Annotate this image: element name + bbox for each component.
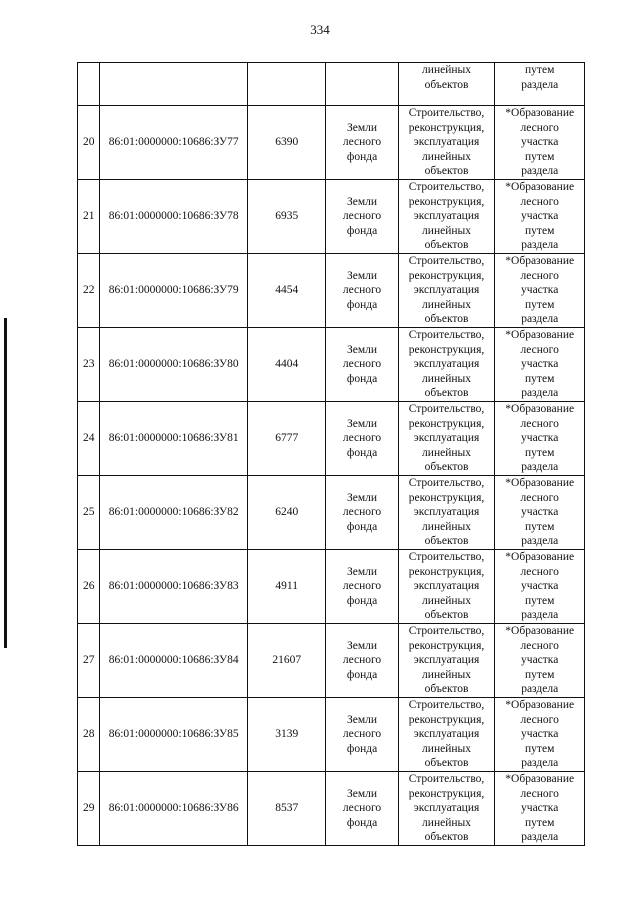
use-line: линейных (422, 64, 471, 76)
note-line: путем (525, 668, 555, 681)
area-value: 4454 (275, 284, 299, 297)
use-line: линейных (422, 816, 471, 829)
row-number: 27 (82, 654, 95, 667)
row-number-cell (78, 328, 100, 402)
category-line: фонда (346, 520, 378, 533)
area-value: 4911 (275, 580, 298, 593)
cadastral-cell (100, 106, 248, 180)
cadastral-cell (100, 254, 248, 328)
note-line: лесного (520, 787, 559, 800)
note-cell (495, 476, 585, 550)
note-line: путем (525, 372, 555, 385)
use-line: эксплуатация (413, 432, 480, 445)
note-line: путем (525, 594, 555, 607)
note-line: путем (525, 446, 555, 459)
note-line: раздела (521, 461, 559, 474)
note-line: путем (525, 150, 555, 163)
area-cell (248, 698, 326, 772)
category-cell (326, 328, 398, 402)
use-line: эксплуатация (413, 284, 480, 297)
note-line: участка (521, 728, 559, 741)
note-line: лесного (520, 639, 559, 652)
use-line: объектов (424, 239, 469, 252)
note-cell (495, 772, 585, 846)
category-line: фонда (346, 298, 378, 311)
row-number: 24 (82, 432, 95, 445)
row-number: 28 (82, 728, 95, 741)
note-line: участка (521, 580, 559, 593)
use-line: объектов (424, 165, 469, 178)
table-row (78, 254, 585, 328)
note-line: раздела (521, 387, 559, 400)
cadastral-number: 86:01:0000000:10686:ЗУ81 (108, 432, 239, 445)
row-number-cell (78, 698, 100, 772)
category-line: лесного (342, 136, 382, 149)
use-line: объектов (424, 757, 469, 770)
category-line: фонда (346, 372, 378, 385)
use-line: объектов (424, 78, 469, 91)
area-value: 3139 (275, 728, 299, 741)
category-line: лесного (342, 358, 382, 371)
use-line: линейных (422, 742, 471, 755)
use-line: эксплуатация (413, 358, 480, 371)
note-line: участка (521, 506, 559, 519)
area-cell (248, 772, 326, 846)
area-value: 6390 (275, 136, 299, 149)
area-value: 8537 (275, 802, 299, 815)
note-line: путем (525, 742, 555, 755)
use-line: объектов (424, 609, 469, 622)
use-line: объектов (424, 683, 469, 696)
note-line: раздела (521, 535, 559, 548)
note-line: участка (521, 136, 559, 149)
area-cell (248, 402, 326, 476)
note-line: *Образование (505, 255, 575, 268)
use-cell (398, 402, 495, 476)
use-line: объектов (424, 387, 469, 400)
note-line: *Образование (505, 625, 575, 638)
category-line: фонда (346, 224, 378, 237)
row-number: 29 (82, 802, 95, 815)
note-line: *Образование (505, 107, 575, 120)
use-line: объектов (424, 831, 469, 844)
area-cell (248, 254, 326, 328)
row-number: 21 (82, 210, 95, 223)
note-cell (495, 328, 585, 402)
use-line: реконструкция, (408, 639, 485, 652)
use-line: Строительство, (408, 625, 485, 638)
land-plots-table (77, 62, 585, 846)
use-cell (398, 772, 495, 846)
cadastral-cell (100, 180, 248, 254)
cadastral-cell (100, 402, 248, 476)
area-value: 6935 (275, 210, 299, 223)
note-line: лесного (520, 343, 559, 356)
cadastral-cell (100, 476, 248, 550)
note-cell (495, 624, 585, 698)
use-line: реконструкция, (408, 491, 485, 504)
cadastral-cell (100, 328, 248, 402)
note-line: *Образование (505, 699, 575, 712)
use-line: линейных (422, 668, 471, 681)
use-line: эксплуатация (413, 802, 480, 815)
use-cell (398, 698, 495, 772)
table-row (78, 698, 585, 772)
category-line: Земли (347, 195, 378, 208)
use-line: линейных (422, 150, 471, 163)
note-cell (495, 550, 585, 624)
category-line: лесного (342, 580, 382, 593)
category-line: фонда (346, 446, 378, 459)
use-line: реконструкция, (408, 713, 485, 726)
note-line: лесного (520, 121, 559, 134)
note-line: *Образование (505, 773, 575, 786)
note-line: *Образование (505, 403, 575, 416)
category-line: фонда (346, 668, 378, 681)
use-line: эксплуатация (413, 210, 480, 223)
area-value: 21607 (272, 654, 302, 667)
note-line: лесного (520, 565, 559, 578)
row-number-cell (78, 550, 100, 624)
use-cell (398, 106, 495, 180)
note-line: лесного (520, 417, 559, 430)
note-line: *Образование (505, 181, 575, 194)
category-line: фонда (346, 594, 378, 607)
category-cell (326, 180, 398, 254)
use-cell (398, 328, 495, 402)
note-line: раздела (521, 683, 559, 696)
note-cell (495, 180, 585, 254)
note-cell (495, 402, 585, 476)
num-cell (78, 63, 100, 106)
note-line: участка (521, 802, 559, 815)
row-number: 22 (82, 284, 95, 297)
note-line: *Образование (505, 477, 575, 490)
category-line: лесного (342, 728, 382, 741)
category-line: Земли (347, 121, 378, 134)
category-cell (326, 624, 398, 698)
use-line: эксплуатация (413, 136, 480, 149)
use-line: линейных (422, 224, 471, 237)
use-line: Строительство, (408, 699, 485, 712)
note-line: раздела (521, 165, 559, 178)
use-line: эксплуатация (413, 728, 480, 741)
area-cell (248, 63, 326, 106)
table-row (78, 550, 585, 624)
note-cell (495, 63, 585, 106)
category-line: фонда (346, 150, 378, 163)
category-line: лесного (342, 802, 382, 815)
row-number-cell (78, 624, 100, 698)
cadastral-number: 86:01:0000000:10686:ЗУ84 (108, 654, 239, 667)
category-line: лесного (342, 432, 382, 445)
row-number: 23 (82, 358, 95, 371)
use-line: объектов (424, 535, 469, 548)
note-line: лесного (520, 713, 559, 726)
category-line: Земли (347, 713, 378, 726)
table-row (78, 402, 585, 476)
note-cell (495, 698, 585, 772)
row-number-cell (78, 180, 100, 254)
cadastral-number: 86:01:0000000:10686:ЗУ85 (108, 728, 239, 741)
note-line: лесного (520, 269, 559, 282)
note-line: участка (521, 284, 559, 297)
area-cell (248, 476, 326, 550)
note-cell (495, 254, 585, 328)
use-line: реконструкция, (408, 195, 485, 208)
scan-margin-bar (4, 318, 7, 648)
category-line: Земли (347, 417, 378, 430)
note-line: путем (525, 224, 555, 237)
row-number-cell (78, 106, 100, 180)
note-line: участка (521, 432, 559, 445)
use-line: объектов (424, 461, 469, 474)
category-line: Земли (347, 343, 378, 356)
use-line: Строительство, (408, 773, 485, 786)
use-line: Строительство, (408, 551, 485, 564)
area-cell (248, 106, 326, 180)
use-line: линейных (422, 372, 471, 385)
cadastral-cell (100, 550, 248, 624)
use-line: Строительство, (408, 107, 485, 120)
row-number: 26 (82, 580, 95, 593)
row-number: 20 (82, 136, 95, 149)
category-line: фонда (346, 742, 378, 755)
note-line: раздела (521, 757, 559, 770)
category-cell (326, 698, 398, 772)
use-cell (398, 624, 495, 698)
use-line: линейных (422, 446, 471, 459)
use-line: эксплуатация (413, 506, 480, 519)
use-cell (398, 180, 495, 254)
cadastral-number: 86:01:0000000:10686:ЗУ83 (108, 580, 239, 593)
category-line: лесного (342, 210, 382, 223)
note-line: раздела (521, 831, 559, 844)
use-line: Строительство, (408, 255, 485, 268)
category-line: лесного (342, 284, 382, 297)
area-cell (248, 180, 326, 254)
category-line: Земли (347, 787, 378, 800)
area-value: 4404 (275, 358, 299, 371)
cadastral-number: 86:01:0000000:10686:ЗУ78 (108, 210, 239, 223)
cadastral-cell (100, 698, 248, 772)
table-row (78, 476, 585, 550)
row-number-cell (78, 476, 100, 550)
note-line: путем (525, 64, 555, 76)
row-number: 25 (82, 506, 95, 519)
continuation-row (78, 63, 585, 106)
note-line: путем (525, 816, 555, 829)
note-line: раздела (521, 239, 559, 252)
category-cell (326, 63, 398, 106)
use-line: эксплуатация (413, 580, 480, 593)
table-row (78, 772, 585, 846)
cadastral-cell (100, 772, 248, 846)
use-line: объектов (424, 313, 469, 326)
use-cell (398, 550, 495, 624)
use-line: Строительство, (408, 403, 485, 416)
note-line: путем (525, 298, 555, 311)
use-cell (398, 63, 495, 106)
use-line: реконструкция, (408, 565, 485, 578)
use-cell (398, 254, 495, 328)
area-value: 6777 (275, 432, 299, 445)
area-cell (248, 624, 326, 698)
category-cell (326, 106, 398, 180)
table-row (78, 328, 585, 402)
category-cell (326, 402, 398, 476)
category-line: лесного (342, 506, 382, 519)
area-cell (248, 550, 326, 624)
note-cell (495, 106, 585, 180)
use-line: реконструкция, (408, 787, 485, 800)
table-body (78, 63, 585, 846)
use-line: реконструкция, (408, 121, 485, 134)
note-line: *Образование (505, 551, 575, 564)
use-line: реконструкция, (408, 343, 485, 356)
table-row (78, 180, 585, 254)
note-line: участка (521, 210, 559, 223)
category-cell (326, 550, 398, 624)
note-line: лесного (520, 491, 559, 504)
cadastral-number: 86:01:0000000:10686:ЗУ86 (108, 802, 239, 815)
note-line: раздела (521, 609, 559, 622)
category-line: Земли (347, 639, 378, 652)
cadastral-number: 86:01:0000000:10686:ЗУ82 (108, 506, 239, 519)
note-line: раздела (521, 313, 559, 326)
note-line: участка (521, 654, 559, 667)
use-line: реконструкция, (408, 417, 485, 430)
use-line: линейных (422, 520, 471, 533)
use-line: Строительство, (408, 181, 485, 194)
page-number: 334 (310, 22, 330, 37)
note-line: лесного (520, 195, 559, 208)
category-line: Земли (347, 491, 378, 504)
cadastral-cell (100, 63, 248, 106)
note-line: раздела (521, 78, 559, 91)
category-line: лесного (342, 654, 382, 667)
row-number-cell (78, 402, 100, 476)
use-line: эксплуатация (413, 654, 480, 667)
note-line: участка (521, 358, 559, 371)
row-number-cell (78, 772, 100, 846)
category-cell (326, 476, 398, 550)
row-number-cell (78, 254, 100, 328)
note-line: *Образование (505, 329, 575, 342)
category-cell (326, 254, 398, 328)
cadastral-number: 86:01:0000000:10686:ЗУ77 (108, 136, 239, 149)
use-line: Строительство, (408, 477, 485, 490)
cadastral-cell (100, 624, 248, 698)
category-line: Земли (347, 565, 378, 578)
use-line: реконструкция, (408, 269, 485, 282)
use-line: Строительство, (408, 329, 485, 342)
table-row (78, 106, 585, 180)
category-cell (326, 772, 398, 846)
area-value: 6240 (275, 506, 299, 519)
table-row (78, 624, 585, 698)
area-cell (248, 328, 326, 402)
note-line: путем (525, 520, 555, 533)
category-line: фонда (346, 816, 378, 829)
cadastral-number: 86:01:0000000:10686:ЗУ80 (108, 358, 239, 371)
cadastral-number: 86:01:0000000:10686:ЗУ79 (108, 284, 239, 297)
use-line: линейных (422, 298, 471, 311)
use-line: линейных (422, 594, 471, 607)
use-cell (398, 476, 495, 550)
category-line: Земли (347, 269, 378, 282)
